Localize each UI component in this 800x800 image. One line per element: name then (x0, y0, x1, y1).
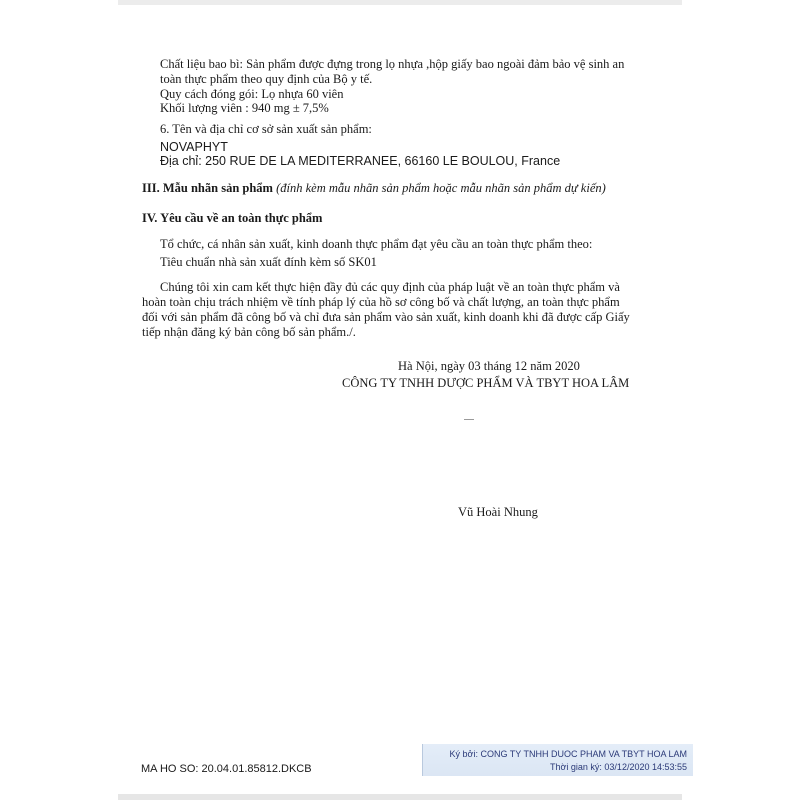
section-3-note: (đính kèm mẫu nhãn sản phẩm hoặc mẫu nhãn sản phẩm dự kiến) (276, 181, 606, 195)
place-and-date: Hà Nội, ngày 03 tháng 12 năm 2020 (398, 359, 580, 373)
digital-signature-box (422, 744, 693, 776)
section-3 (142, 181, 606, 195)
signed-by: Ký bởi: CONG TY TNHH DUOC PHAM VA TBYT HOA LAM (449, 749, 687, 759)
packing-spec-line: Quy cách đóng gói: Lọ nhựa 60 viên (160, 87, 344, 101)
requirement-line-1: Tổ chức, cá nhân sản xuất, kinh doanh thực phẩm đạt yêu cầu an toàn thực phẩm theo: (160, 237, 593, 251)
company-name: CÔNG TY TNHH DƯỢC PHẨM VÀ TBYT HOA LÂM (342, 376, 630, 390)
signed-time: Thời gian ký: 03/12/2020 14:53:55 (550, 762, 687, 772)
page-edge-bottom (118, 794, 682, 800)
tablet-weight-line: Khối lượng viên : 940 mg ± 7,5% (160, 101, 329, 115)
page-edge-top (118, 0, 682, 5)
packaging-material-line: Chất liệu bao bì: Sản phẩm được đựng trong lọ nhựa ,hộp giấy bao ngoài đảm bảo vệ sinh an (160, 57, 625, 71)
record-code: MA HO SO: 20.04.01.85812.DKCB (141, 763, 312, 775)
commitment-line-2: hoàn toàn chịu trách nhiệm về tính pháp lý của hồ sơ công bố và chất lượng, an toàn thực phẩm (142, 295, 620, 309)
section-3-heading: III. Mẫu nhãn sản phẩm (142, 181, 273, 195)
commitment-line-4: tiếp nhận đăng ký bản công bố sản phẩm./. (142, 325, 356, 339)
separator-dash (464, 419, 474, 420)
manufacturer-address: Địa chỉ: 250 RUE DE LA MEDITERRANEE, 66160 LE BOULOU, France (160, 154, 561, 168)
commitment-line-3: đối với sản phẩm đã công bố và chỉ đưa sản phẩm vào sản xuất, kinh doanh khi đã được cấp Giấy (142, 310, 630, 324)
manufacturer-name: NOVAPHYT (160, 140, 228, 154)
commitment-line-1: Chúng tôi xin cam kết thực hiện đầy đủ các quy định của pháp luật về an toàn thực phẩm và (160, 280, 620, 294)
packaging-material-line-cont: toàn thực phẩm theo quy định của Bộ y tế. (160, 72, 373, 86)
section-4-heading: IV. Yêu cầu về an toàn thực phẩm (142, 211, 323, 225)
signer-name: Vũ Hoài Nhung (458, 505, 538, 519)
manufacturer-heading: 6. Tên và địa chỉ cơ sở sản xuất sản phẩm: (160, 122, 372, 136)
requirement-line-2: Tiêu chuẩn nhà sản xuất đính kèm số SK01 (160, 255, 377, 269)
